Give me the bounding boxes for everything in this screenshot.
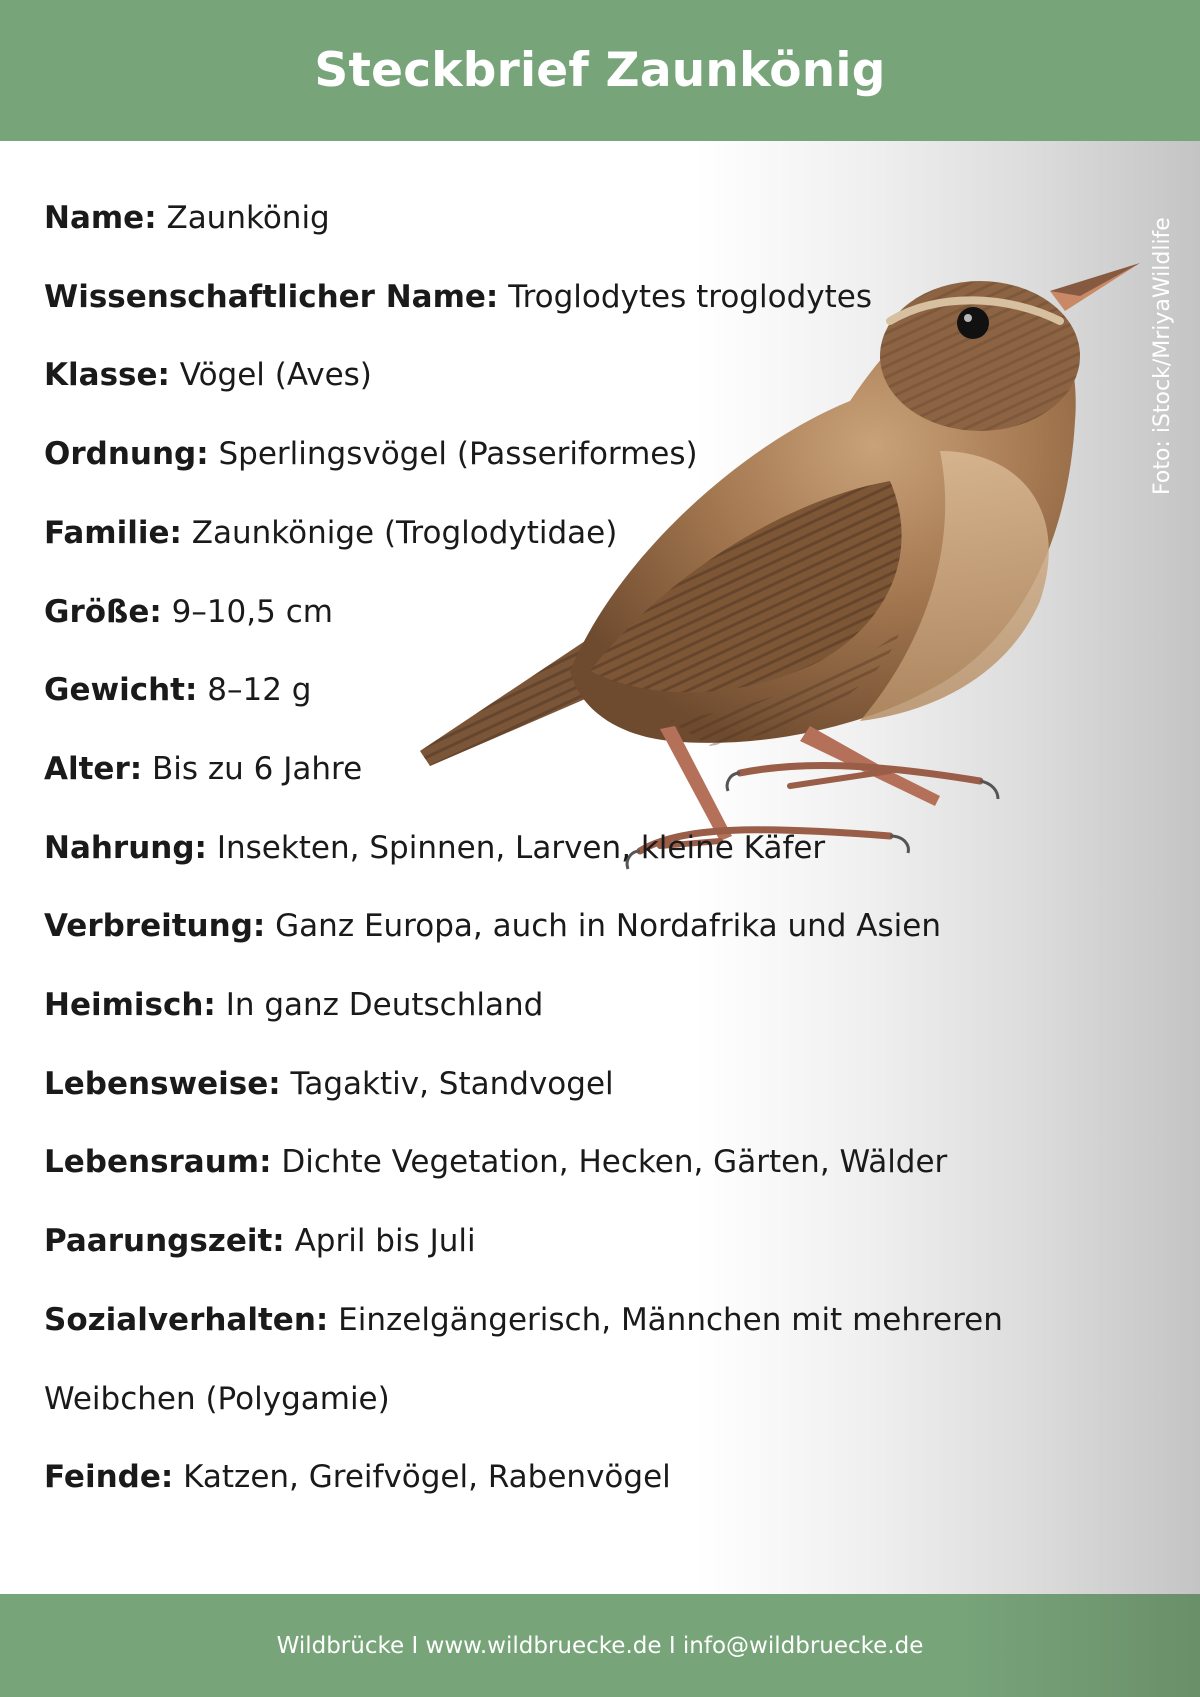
fact-value: In ganz Deutschland <box>225 987 544 1024</box>
fact-label: Paarungszeit: <box>44 1223 285 1260</box>
fact-scientific-name <box>44 258 1154 337</box>
fact-label: Feinde: <box>44 1459 174 1496</box>
fact-order <box>44 415 1154 494</box>
fact-name <box>44 179 1154 258</box>
page-title: Steckbrief Zaunkönig <box>314 43 886 98</box>
fact-size <box>44 573 1154 652</box>
fact-label: Größe: <box>44 593 162 630</box>
fact-lifestyle <box>44 1045 1154 1124</box>
photo-credit: Foto: iStock/MriyaWildlife <box>1150 217 1175 495</box>
footer-contact: Wildbrücke I www.wildbruecke.de I info@wildbruecke.de <box>276 1632 924 1659</box>
fact-value: Tagaktiv, Standvogel <box>290 1065 614 1102</box>
fact-mating-season <box>44 1202 1154 1281</box>
fact-list <box>44 179 1154 1517</box>
fact-native <box>44 966 1154 1045</box>
fact-weight <box>44 651 1154 730</box>
fact-label: Ordnung: <box>44 436 209 473</box>
fact-habitat <box>44 1123 1154 1202</box>
fact-sheet-body <box>0 141 1200 1594</box>
page-footer <box>0 1594 1200 1697</box>
fact-value: Bis zu 6 Jahre <box>152 750 363 787</box>
fact-label: Name: <box>44 200 157 236</box>
fact-label: Wissenschaftlicher Name: <box>44 278 499 315</box>
fact-value: 9–10,5 cm <box>171 593 333 630</box>
fact-value: Katzen, Greifvögel, Rabenvögel <box>183 1459 671 1496</box>
fact-label: Alter: <box>44 750 143 787</box>
fact-value: 8–12 g <box>207 672 312 709</box>
fact-label: Lebensweise: <box>44 1065 281 1102</box>
fact-label: Nahrung: <box>44 829 207 866</box>
fact-family <box>44 494 1154 573</box>
fact-distribution <box>44 887 1154 966</box>
fact-value: Zaunkönig <box>166 200 330 236</box>
fact-class <box>44 336 1154 415</box>
fact-label: Klasse: <box>44 357 170 394</box>
fact-value: Zaunkönige (Troglodytidae) <box>191 514 618 551</box>
fact-label: Sozialverhalten: <box>44 1301 329 1338</box>
page-header <box>0 0 1200 141</box>
fact-enemies <box>44 1438 1154 1517</box>
fact-value: Sperlingsvögel (Passeriformes) <box>218 436 698 473</box>
fact-label: Verbreitung: <box>44 908 266 945</box>
fact-social-behavior <box>44 1281 1124 1438</box>
fact-label: Heimisch: <box>44 987 216 1024</box>
fact-food <box>44 809 1154 888</box>
fact-label: Gewicht: <box>44 672 198 709</box>
fact-age <box>44 730 1154 809</box>
fact-value: Ganz Europa, auch in Nordafrika und Asien <box>275 908 941 945</box>
fact-value: Einzelgängerisch, Männchen mit mehreren Weibchen (Polygamie) <box>44 1301 1003 1417</box>
fact-label: Familie: <box>44 514 182 551</box>
fact-value: Dichte Vegetation, Hecken, Gärten, Wälder <box>281 1144 948 1181</box>
photo-credit-container <box>1150 211 1180 501</box>
fact-value: April bis Juli <box>294 1223 476 1260</box>
fact-label: Lebensraum: <box>44 1144 272 1181</box>
fact-value: Insekten, Spinnen, Larven, kleine Käfer <box>216 829 826 866</box>
fact-value: Vögel (Aves) <box>179 357 372 394</box>
fact-value: Troglodytes troglodytes <box>508 278 872 315</box>
